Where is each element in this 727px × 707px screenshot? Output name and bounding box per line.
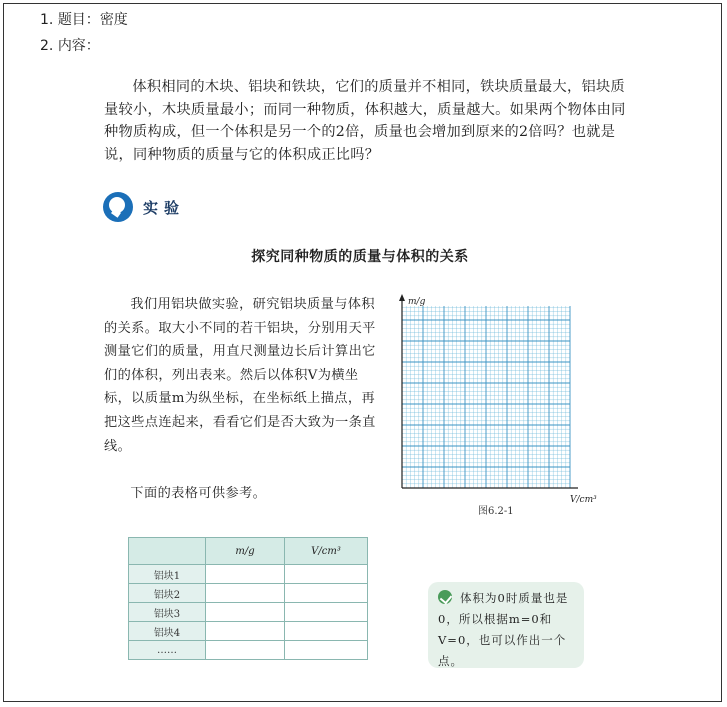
header-item-2 [40,35,100,55]
table-row [129,584,368,603]
experiment-body-2: 下面的表格可供参考。 [130,486,267,501]
mass-cell [206,565,285,584]
volume-cell [285,641,368,660]
table-row [129,641,368,660]
mass-cell [206,622,285,641]
experiment-title [0,246,720,266]
coordinate-graph [394,290,614,520]
table-row [129,565,368,584]
y-axis-label: m/g [408,297,426,307]
item-1-number: 1. [40,12,54,28]
header-cell-mass: m/g [206,538,285,565]
row-label: 铝块2 [129,584,206,603]
volume-cell [285,565,368,584]
item-1-value: 密度 [99,12,128,28]
volume-cell [285,603,368,622]
tip-note-text: 体积为0时质量也是0，所以根据m=0和V=0，也可以作出一个点。 [438,591,569,668]
x-axis-label: V/cm³ [570,495,597,505]
row-label: 铝块4 [129,622,206,641]
mass-cell [206,641,285,660]
figure-caption: 图6.2-1 [478,506,514,517]
volume-cell [285,584,368,603]
intro-paragraph: 体积相同的木块、铝块和铁块，它们的质量并不相同，铁块质量最大，铝块质量较小，木块质量最小；而同一种物质，体积越大，质量越大。如果两个物体由同种物质构成，但一个体积是另一个的2倍，质量也会增加到原来的2倍吗？也就是说，同种物质的质量与它的体积成正比吗？ [104,79,626,163]
experiment-badge-label: 实验 [143,198,186,217]
item-1-label: 题目： [57,12,100,28]
table-header-row [129,538,368,565]
mass-cell [206,584,285,603]
row-label: …… [129,641,206,660]
header-cell-volume: V/cm³ [285,538,368,565]
tip-note [428,582,584,668]
y-axis-arrow [399,294,405,301]
header-cell-empty [129,538,206,565]
graph-paper [394,290,614,520]
table-row [129,603,368,622]
table-row [129,622,368,641]
header-item-1 [40,9,128,29]
item-2-label: 内容： [57,38,100,54]
row-label: 铝块1 [129,565,206,584]
row-label: 铝块3 [129,603,206,622]
experiment-title-text: 探究同种物质的质量与体积的关系 [251,249,469,265]
reference-table [128,537,368,660]
magnifier-icon [103,192,133,222]
item-2-number: 2. [40,38,54,54]
experiment-badge [103,192,185,222]
volume-cell [285,622,368,641]
experiment-body: 我们用铝块做实验，研究铝块质量与体积的关系。取大小不同的若干铝块，分别用天平测量它们的质量，用直尺测量边长后计算出它们的体积，列出表来。然后以体积V为横坐标，以质量m为纵坐标，在坐标纸上描点，再把这些点连起来，看看它们是否大致为一条直线。 [104,297,376,454]
mass-cell [206,603,285,622]
